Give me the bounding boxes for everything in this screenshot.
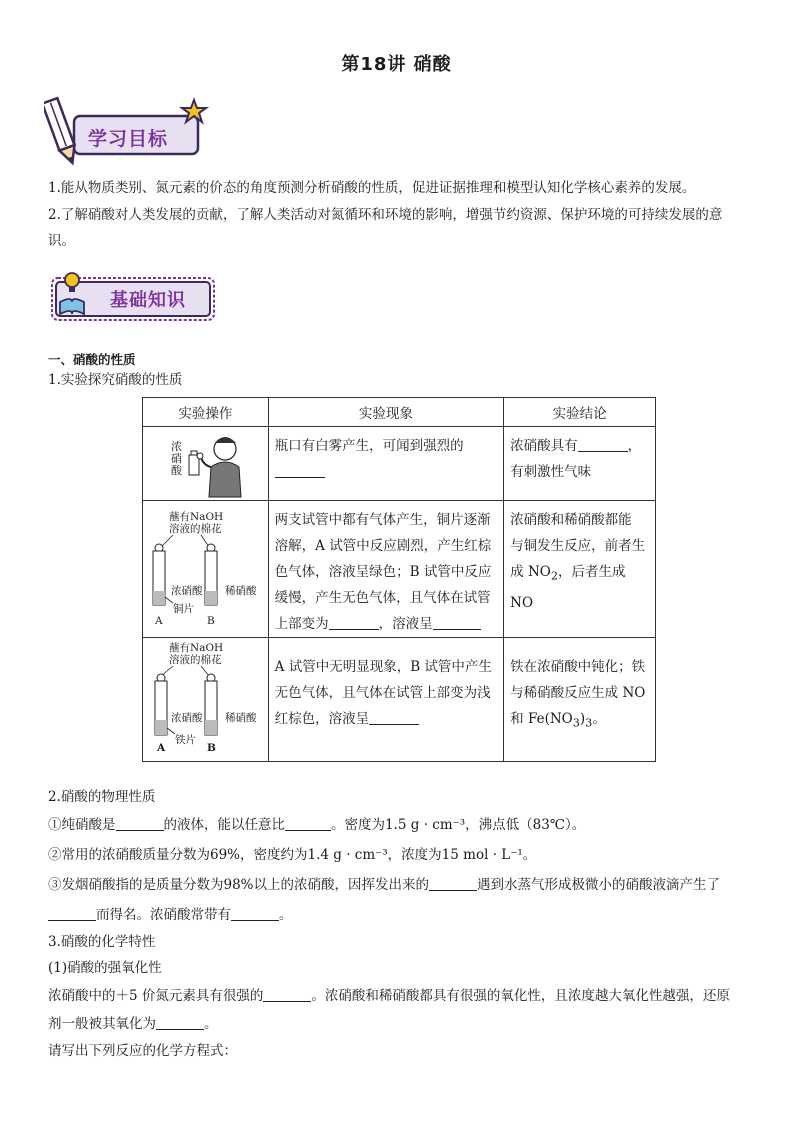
experiment-table: 实验操作 实验现象 实验结论 浓 硝 酸 瓶口有白雾产生，可闻到强烈的 浓硝酸具有 ， 有刺激性气味 蘸有NaOH 溶液的棉花 浓硝酸 稀硝酸 铜片 A B 两支试管中都有气体产生，铜片逐渐 溶解，A 试管中反应剧烈，产生红棕 色气体，溶液呈绿色；B 试管中反应 缓慢，产生无色气体，且气体在试管 上部变为 ，溶液呈 浓硝酸和稀硝酸都能 与铜发生反应，前者生 成 $NO_2$，后者生成 NO 蘸有NaOH 溶液的棉花 浓硝酸 稀硝酸 铁片 A B A 试管中无明显现象，B 试管中产生 无色气体，且气体在试管上部变为浅 红棕色，溶液呈 铁在浓硝酸中钝化；铁 与稀硝酸反应生成 NO 和 $Fe(NO_3)_3$。 bbox=[142, 397, 656, 762]
header-phenomenon: 实验现象 bbox=[268, 398, 503, 427]
section-heading: 一、硝酸的性质 bbox=[48, 352, 136, 367]
blank-color[interactable] bbox=[116, 816, 164, 831]
chemical-line-3: 请写出下列反应的化学方程式： bbox=[48, 1043, 237, 1059]
learning-goals-title: 学习目标 bbox=[88, 128, 169, 150]
chemical-line-1: 浓硝酸中的＋5 价氮元素具有很强的 。浓硝酸和稀硝酸都具有很强的氧化性，且浓度越大氧化性越强，还原 bbox=[48, 988, 730, 1004]
blank-miscible[interactable] bbox=[285, 816, 331, 831]
blank-property[interactable] bbox=[578, 437, 628, 452]
header-conclusion: 实验结论 bbox=[504, 398, 656, 427]
subsection-heading: 1.实验探究硝酸的性质 bbox=[48, 372, 183, 388]
physical-line-2: ②常用的浓硝酸质量分数为69%，密度约为1.4 g · cm⁻³，浓度为15 mol · L⁻¹。 bbox=[48, 847, 537, 863]
chemical-subheading: (1)硝酸的强氧化性 bbox=[48, 960, 162, 976]
row1-conclusion-c: 有刺激性气味 bbox=[510, 464, 592, 480]
blank-gas-color[interactable] bbox=[329, 615, 379, 630]
physical-line-1: ①纯硝酸是 的液体，能以任意比 。密度为1.5 g · cm⁻³，沸点低（83℃）。 bbox=[48, 817, 586, 833]
blank-tint[interactable] bbox=[231, 906, 279, 921]
blank-oxidizing[interactable] bbox=[263, 987, 311, 1002]
chemical-heading: 3.硝酸的化学特性 bbox=[48, 934, 156, 950]
blank-phenomenon[interactable] bbox=[48, 906, 96, 921]
row1-conclusion-a: 浓硝酸具有 bbox=[510, 438, 578, 454]
basic-knowledge-badge bbox=[48, 268, 218, 326]
basic-knowledge-title: 基础知识 bbox=[110, 290, 186, 311]
physical-line-4: 而得名。浓硝酸常带有 。 bbox=[48, 905, 293, 925]
learning-goals-badge bbox=[44, 94, 212, 168]
row3-image: 蘸有NaOH 溶液的棉花 浓硝酸 稀硝酸 铁片 A B bbox=[143, 638, 269, 762]
chemical-line-2: 剂一般被其氧化为 。 bbox=[48, 1016, 218, 1032]
blank-volatile[interactable] bbox=[429, 876, 477, 891]
physical-line-3: ③发烟硝酸指的是质量分数为98%以上的浓硝酸，因挥发出来的 遇到水蒸气形成极微小的硝酸液滴产生了 bbox=[48, 877, 721, 893]
blank-oxidized-to[interactable] bbox=[156, 1015, 204, 1030]
smelling-bottle-illustration bbox=[143, 427, 267, 499]
row1-phenomenon: 瓶口有白雾产生，可闻到强烈的 bbox=[274, 438, 464, 454]
header-operation: 实验操作 bbox=[143, 398, 269, 427]
goal-line-3: 识。 bbox=[48, 233, 75, 249]
blank-solution-color-fe[interactable] bbox=[369, 710, 419, 725]
page-title: 第18讲 硝酸 bbox=[341, 54, 452, 75]
goal-line-1: 1.能从物质类别、氮元素的价态的角度预测分析硝酸的性质，促进证据推理和模型认知化学核心素养的发展。 bbox=[48, 180, 696, 196]
row1-image bbox=[143, 427, 269, 501]
goal-line-2: 2.了解硝酸对人类发展的贡献，了解人类活动对氮循环和环境的影响，增强节约资源、保护环境的可持续发展的意 bbox=[48, 207, 723, 223]
physical-heading: 2.硝酸的物理性质 bbox=[48, 789, 156, 805]
row2-image: 蘸有NaOH 溶液的棉花 浓硝酸 稀硝酸 铜片 A B bbox=[143, 501, 269, 638]
blank-smell[interactable] bbox=[275, 463, 325, 478]
bottle-label: 浓 硝 酸 bbox=[171, 440, 182, 477]
blank-solution-color-b[interactable] bbox=[433, 615, 481, 630]
